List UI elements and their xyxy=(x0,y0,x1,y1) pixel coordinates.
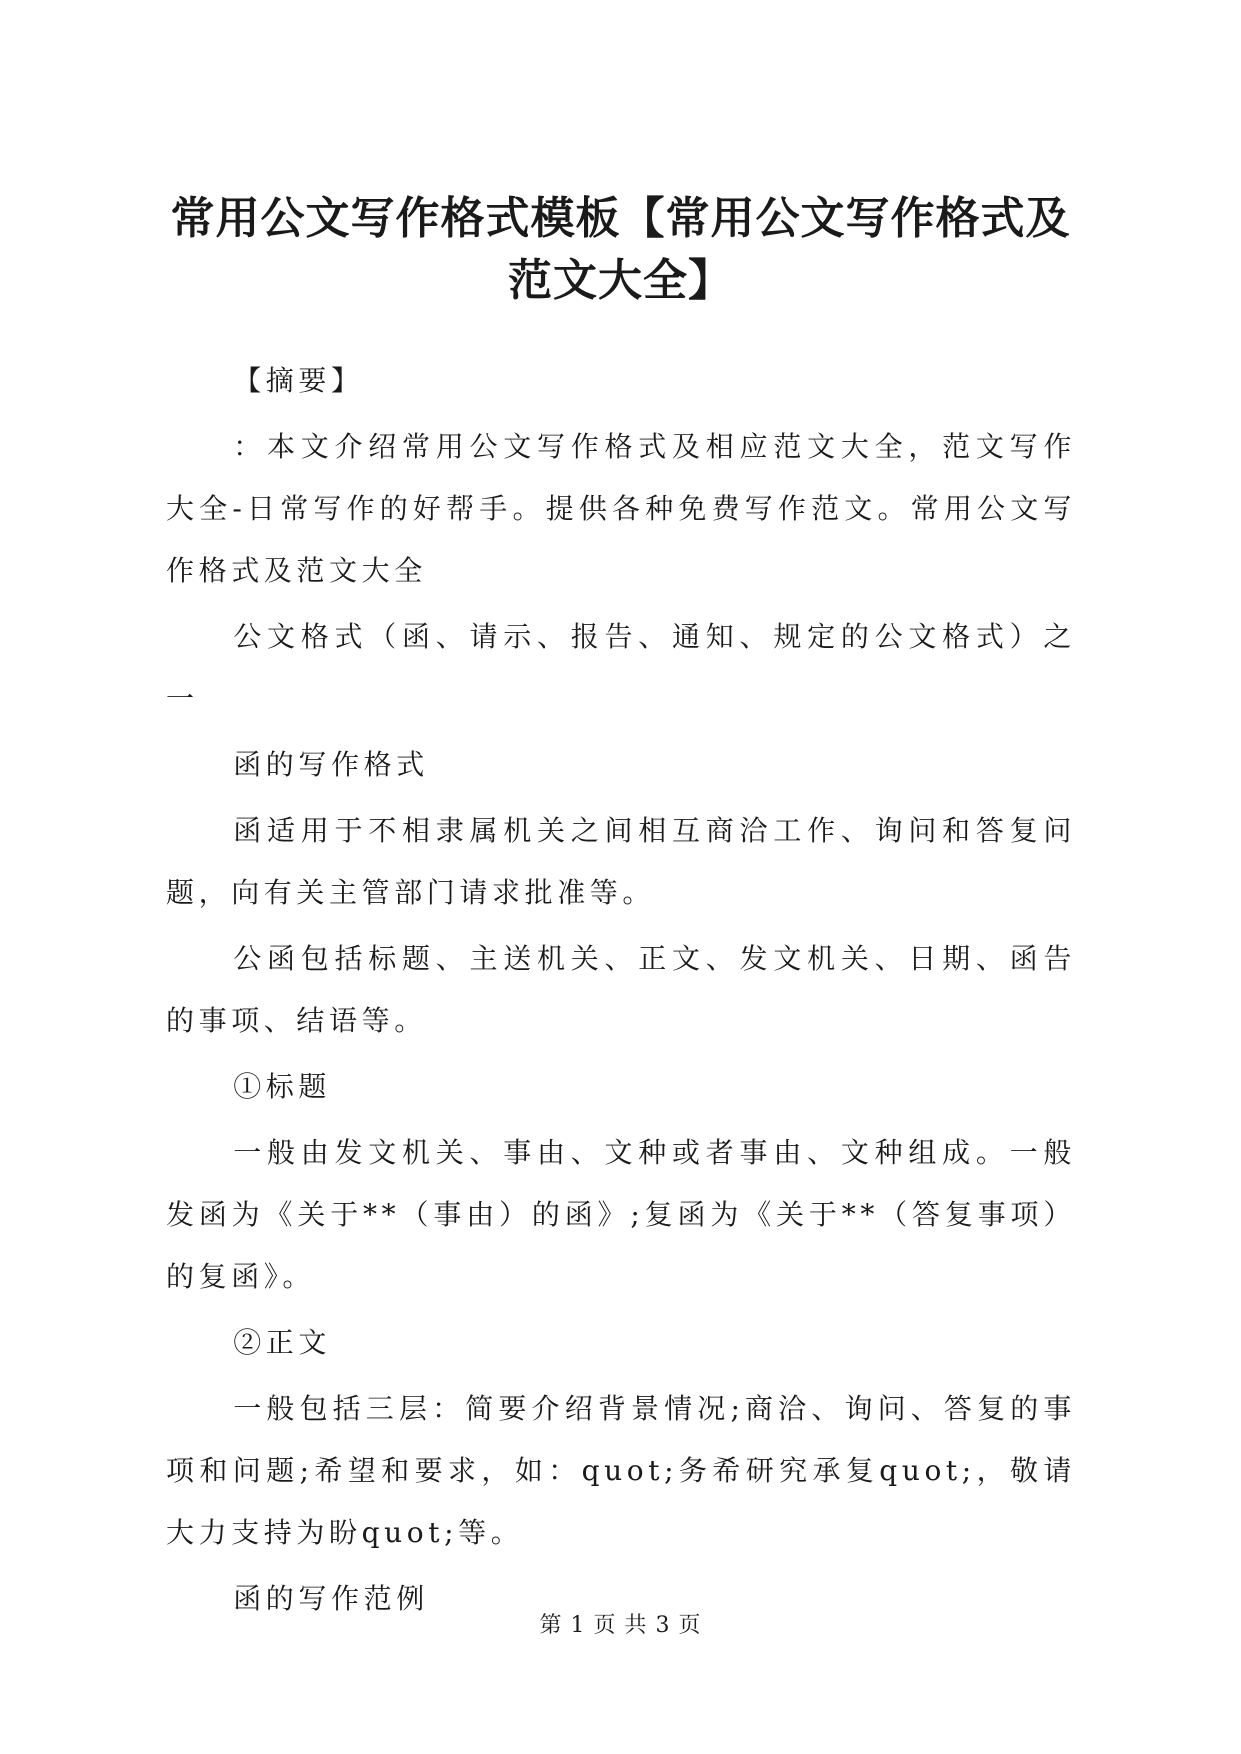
paragraph-abstract: ：本文介绍常用公文写作格式及相应范文大全，范文写作大全-日常写作的好帮手。提供各种免费写作范文。常用公文写作格式及范文大全 xyxy=(166,430,1076,587)
paragraph-title-heading: ①标题 xyxy=(233,1070,331,1103)
paragraph-format-intro: 公文格式（函、请示、报告、通知、规定的公文格式）之一 xyxy=(166,620,1076,715)
paragraph-letter-usage: 函适用于不相隶属机关之间相互商洽工作、询问和答复问题，向有关主管部门请求批准等。 xyxy=(166,814,1076,909)
paragraph-title-body: 一般由发文机关、事由、文种或者事由、文种组成。一般发函为《关于**（事由）的函》;复函为《关于**（答复事项）的复函》。 xyxy=(166,1136,1076,1293)
paragraph-letter-format-heading: 函的写作格式 xyxy=(233,748,429,781)
paragraph-main-text-body: 一般包括三层：简要介绍背景情况;商洽、询问、答复的事项和问题;希望和要求，如：quot;务希研究承复quot;，敬请大力支持为盼quot;等。 xyxy=(166,1392,1076,1549)
paragraph-example-heading: 函的写作范例 xyxy=(233,1582,429,1615)
paragraph-main-text-heading: ②正文 xyxy=(233,1326,331,1359)
document-title: 常用公文写作格式模板【常用公文写作格式及范文大全】 xyxy=(170,193,1071,306)
paragraph-letter-contents: 公函包括标题、主送机关、正文、发文机关、日期、函告的事项、结语等。 xyxy=(166,942,1076,1037)
paragraph-abstract-heading: 【摘要】 xyxy=(233,364,364,397)
document-body xyxy=(166,350,1076,1634)
page-footer: 第 1 页 共 3 页 xyxy=(539,1613,702,1638)
